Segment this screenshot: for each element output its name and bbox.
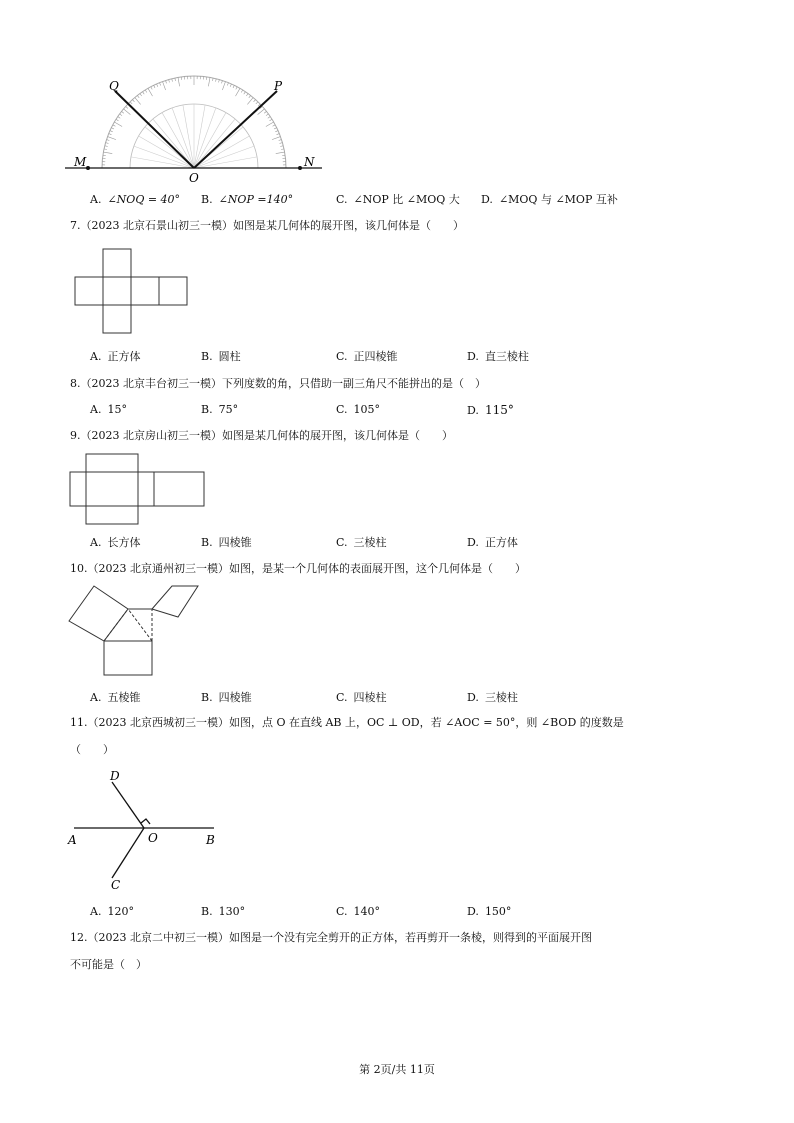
ray-oq bbox=[115, 91, 194, 168]
label-b: B bbox=[206, 833, 215, 847]
q8-option-a: A. 15° bbox=[90, 403, 127, 416]
q8-option-b: B. 75° bbox=[201, 403, 239, 416]
q6-option-b: B. ∠NOP =140° bbox=[201, 193, 294, 206]
q7-option-a: A. 正方体 bbox=[90, 350, 141, 363]
q9-option-b: B. 四棱锥 bbox=[201, 536, 252, 549]
label-d: D bbox=[110, 769, 120, 783]
q10-option-a: A. 五棱锥 bbox=[90, 691, 141, 704]
point-n bbox=[298, 166, 302, 170]
q7-option-c: C. 正四棱锥 bbox=[336, 350, 398, 363]
label-p: P bbox=[274, 79, 283, 93]
q11-option-c: C. 140° bbox=[336, 905, 381, 918]
q10-option-b: B. 四棱锥 bbox=[201, 691, 252, 704]
label-n: N bbox=[304, 155, 315, 169]
q10-option-d: D. 三棱柱 bbox=[467, 691, 518, 704]
q12-stem-cont: 不可能是（ ） bbox=[70, 958, 147, 971]
q11-option-b: B. 130° bbox=[201, 905, 246, 918]
q11-option-a: A. 120° bbox=[90, 905, 134, 918]
q6-option-d: D. ∠MOQ 与 ∠MOP 互补 bbox=[481, 193, 618, 206]
q8-option-c: C. 105° bbox=[336, 403, 381, 416]
label-q: Q bbox=[109, 79, 119, 93]
label-a: A bbox=[68, 833, 77, 847]
q6-option-c: C. ∠NOP 比 ∠MOQ 大 bbox=[336, 193, 460, 206]
q9-stem: 9.（2023 北京房山初三一模）如图是某几何体的展开图，该几何体是（ ） bbox=[70, 429, 453, 442]
label-c: C bbox=[111, 878, 121, 892]
q8-option-d: D. 115° bbox=[467, 403, 514, 417]
label-o: O bbox=[189, 171, 199, 184]
protractor-figure bbox=[60, 72, 330, 184]
q6-option-a: A. ∠NOQ = 40° bbox=[90, 193, 181, 206]
q7-net-figure bbox=[72, 248, 192, 338]
point-m bbox=[86, 166, 90, 170]
q9-option-c: C. 三棱柱 bbox=[336, 536, 387, 549]
q10-option-c: C. 四棱柱 bbox=[336, 691, 387, 704]
q8-stem: 8.（2023 北京丰台初三一模）下列度数的角，只借助一副三角尺不能拼出的是（ ） bbox=[70, 377, 486, 390]
q9-option-d: D. 正方体 bbox=[467, 536, 518, 549]
q12-stem: 12.（2023 北京二中初三一模）如图是一个没有完全剪开的正方体，若再剪开一条棱，则得到的平面展开图 bbox=[70, 931, 592, 944]
q10-stem: 10.（2023 北京通州初三一模）如图，是某一个几何体的表面展开图，这个几何体是（ ） bbox=[70, 562, 526, 575]
q11-angle-figure bbox=[64, 766, 224, 892]
q7-stem: 7.（2023 北京石景山初三一模）如图是某几何体的展开图，该几何体是（ ） bbox=[70, 219, 464, 232]
protractor-scale bbox=[102, 76, 286, 168]
page-footer: 第 2页/共 11页 bbox=[359, 1063, 435, 1076]
q7-option-b: B. 圆柱 bbox=[201, 350, 241, 363]
q10-net-figure bbox=[66, 583, 206, 683]
q9-net-figure bbox=[68, 453, 208, 527]
label-o: O bbox=[148, 831, 158, 845]
q11-stem-cont: （ ） bbox=[70, 743, 114, 756]
q11-option-d: D. 150° bbox=[467, 905, 512, 918]
q9-option-a: A. 长方体 bbox=[90, 536, 141, 549]
q7-option-d: D. 直三棱柱 bbox=[467, 350, 529, 363]
label-m: M bbox=[74, 155, 87, 169]
ray-op bbox=[194, 91, 277, 168]
q11-stem: 11.（2023 北京西城初三一模）如图，点 O 在直线 AB 上，OC ⊥ OD，若 ∠AOC = 50°，则 ∠BOD 的度数是 bbox=[70, 716, 624, 729]
